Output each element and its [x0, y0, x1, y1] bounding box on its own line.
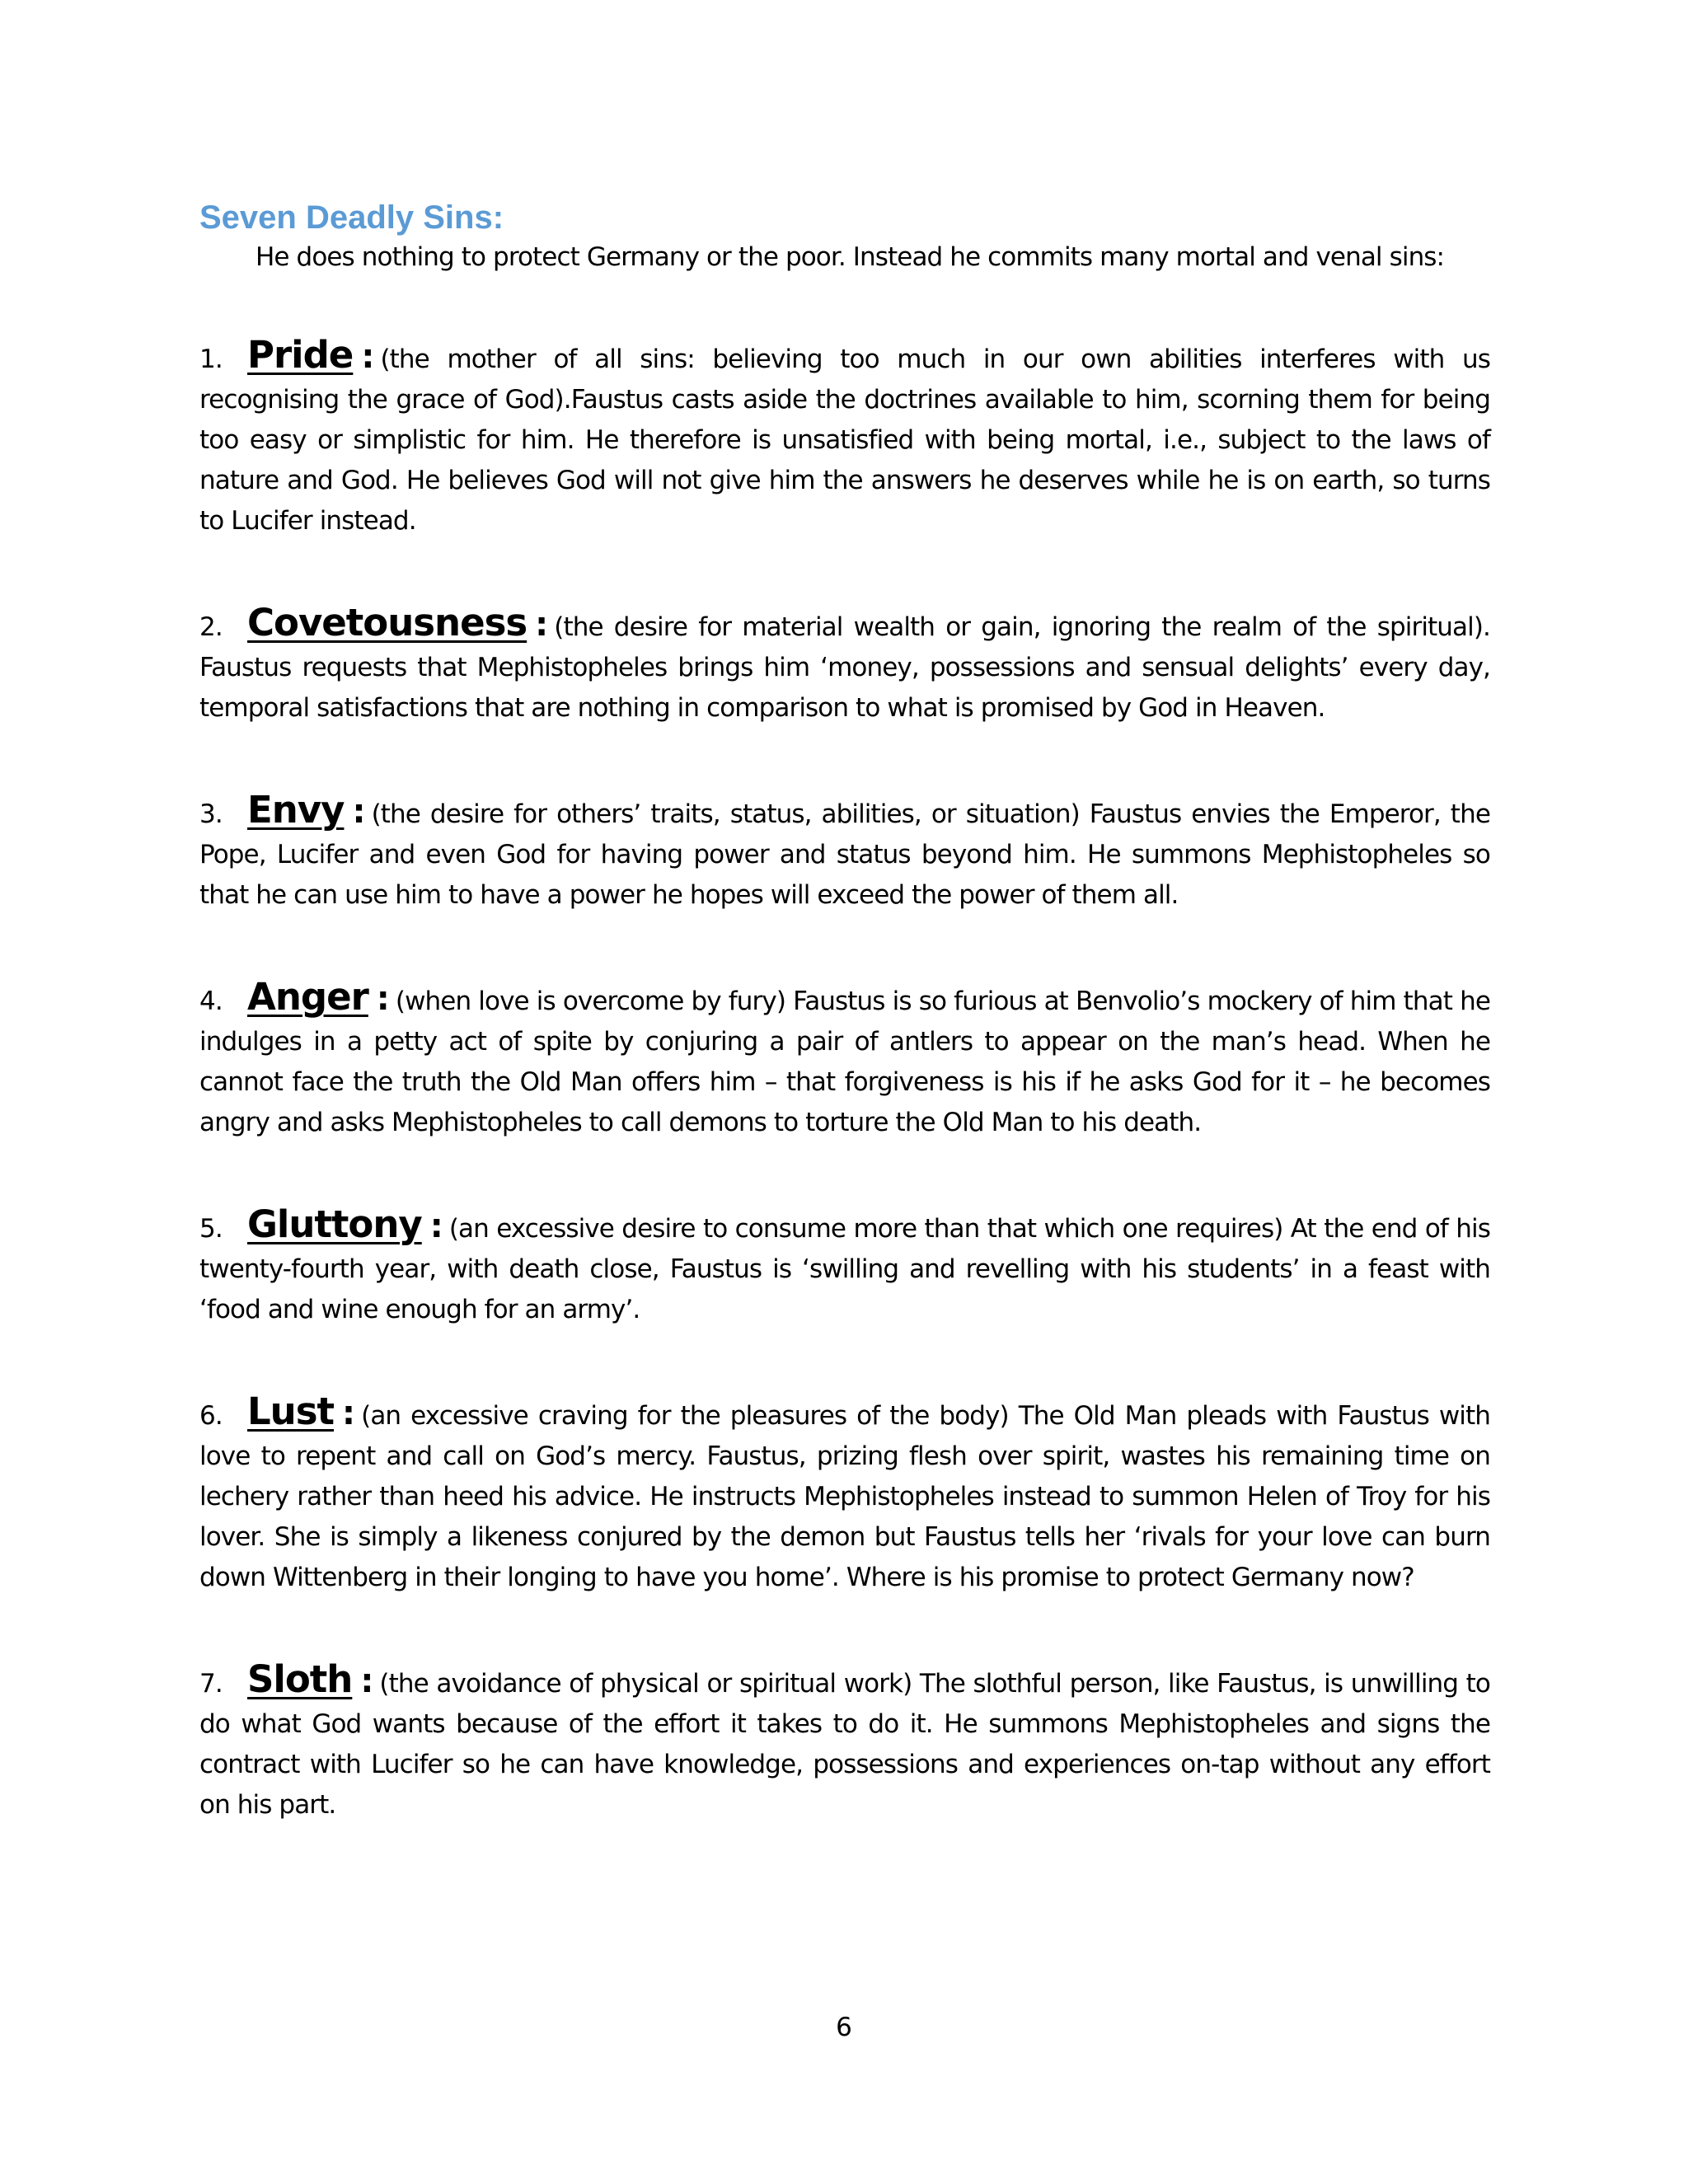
sin-name: Envy	[247, 788, 345, 832]
sin-number: 6.	[199, 1401, 223, 1431]
sin-description: (an excessive desire to consume more than that which one requires) At the end of his twenty-fourth year, with death close, Faustus is ‘swilling and revelling with his students’ in a feast with ‘food and wine enough for an army’.	[199, 1214, 1490, 1324]
page-content	[199, 198, 1490, 1825]
sin-item-anger	[199, 977, 1490, 1143]
sin-item-covetousness	[199, 602, 1490, 729]
sin-colon: :	[361, 338, 374, 376]
sin-description: (when love is overcome by fury) Faustus is so furious at Benvolio’s mockery of him that he indulges in a petty act of spite by conjuring a pair of antlers to appear on the man’s head. When he cannot face the truth the Old Man offers him – that forgiveness is his if he asks God for it – he becomes angry and asks Mephistopheles to call demons to torture the Old Man to his death.	[199, 987, 1490, 1137]
sin-name: Sloth	[247, 1657, 353, 1701]
sin-name: Gluttony	[247, 1202, 422, 1246]
page-number: 6	[836, 2013, 852, 2042]
sin-colon: :	[429, 1207, 443, 1245]
sin-colon: :	[376, 980, 389, 1018]
sin-colon: :	[535, 606, 548, 644]
section-heading: Seven Deadly Sins:	[199, 199, 504, 236]
sin-number: 7.	[199, 1669, 223, 1699]
sin-number: 1.	[199, 344, 223, 374]
sin-number: 5.	[199, 1214, 223, 1244]
intro-paragraph: He does nothing to protect Germany or the poor. Instead he commits many mortal and venal sins:	[256, 242, 1445, 272]
sin-item-sloth	[199, 1659, 1490, 1825]
sin-number: 2.	[199, 612, 223, 642]
sin-description: (the desire for material wealth or gain, ignoring the realm of the spiritual). Faustus requests that Mephistopheles brings him ‘money, possessions and sensual delights’ every day, temporal satisfactions that are nothing in comparison to what is promised by God in Heaven.	[199, 612, 1490, 723]
sin-colon: :	[352, 793, 365, 831]
sin-item-envy	[199, 790, 1490, 916]
sin-description: (an excessive craving for the pleasures of the body) The Old Man pleads with Faustus with love to repent and call on God’s mercy. Faustus, prizing flesh over spirit, wastes his remaining time on lechery rather than heed his advice. He instructs Mephistopheles instead to summon Helen of Troy for his lover. She is simply a likeness conjured by the demon but Faustus tells her ‘rivals for your love can burn down Wittenberg in their longing to have you home’. Where is his promise to protect Germany now?	[199, 1401, 1490, 1592]
sin-description: (the desire for others’ traits, status, abilities, or situation) Faustus envies the Emperor, the Pope, Lucifer and even God for having power and status beyond him. He summons Mephistopheles so that he can use him to have a power he hopes will exceed the power of them all.	[199, 799, 1490, 910]
sin-description: (the mother of all sins: believing too much in our own abilities interferes with us recognising the grace of God).Faustus casts aside the doctrines available to him, scorning them for being too easy or simplistic for him. He therefore is unsatisfied with being mortal, i.e., subject to the laws of nature and God. He believes God will not give him the answers he deserves while he is on earth, so turns to Lucifer instead.	[199, 344, 1490, 536]
sin-name: Pride	[247, 333, 354, 377]
sin-number: 3.	[199, 799, 223, 829]
sin-number: 4.	[199, 987, 223, 1016]
sin-item-pride	[199, 335, 1490, 541]
sin-name: Lust	[247, 1390, 335, 1433]
sin-item-lust	[199, 1391, 1490, 1598]
sin-description: (the avoidance of physical or spiritual work) The slothful person, like Faustus, is unwilling to do what God wants because of the effort it takes to do it. He summons Mephistopheles and signs the contract with Lucifer so he can have knowledge, possessions and experiences on-tap without any effort on his part.	[199, 1669, 1490, 1820]
sin-colon: :	[342, 1394, 355, 1432]
sin-name: Covetousness	[247, 601, 528, 644]
sin-item-gluttony	[199, 1204, 1490, 1330]
sin-colon: :	[360, 1662, 373, 1700]
sin-name: Anger	[247, 975, 368, 1019]
